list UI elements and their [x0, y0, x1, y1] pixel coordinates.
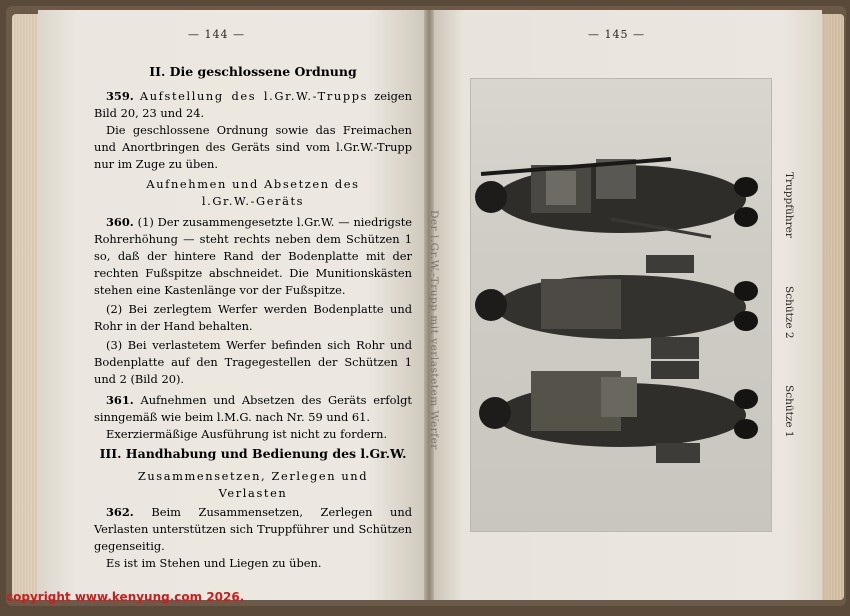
paragraph-360-3: (3) Bei verlastetem Werfer befinden sich Rohr und Bodenplatte auf den Tragegestellen der Schützen 1 und 2 (Bild 20). — [94, 338, 412, 386]
subheading-line: Aufnehmen und Absetzen des — [146, 177, 360, 191]
paragraph-360-2: (2) Bei zerlegtem Werfer werden Bodenplatte und Rohr in der Hand behalten. — [94, 302, 412, 333]
page-number-right: — 145 — — [588, 28, 645, 41]
subheading-line: l.Gr.W.-Geräts — [201, 194, 305, 208]
para-text: zeigen Bild 20, 23 und 24. — [94, 89, 413, 120]
para-number: 362. — [106, 505, 134, 519]
paragraph-359 — [94, 88, 412, 173]
section-heading-ii: II. Die geschlossene Ordnung — [149, 64, 357, 79]
para-text: (1) Der zusammengesetzte l.Gr.W. — niedrigste Rohrerhöhung — steht rechts neben dem Schützen 1 so, daß der hintere Rand der Bodenplatte mit der rechten Fußspitze abschneidet. Die Munitionskästen stehen eine Kastenlänge vor der Fußspitze. — [94, 215, 413, 297]
paragraph-359b: Die geschlossene Ordnung sowie das Freimachen und Anortbringen des Geräts sind vom l.Gr.W.-Trupp nur im Zuge zu üben. — [94, 123, 412, 171]
paragraph-361b: Exerziermäßige Ausführung ist nicht zu fordern. — [106, 427, 388, 441]
subheading-aufnehmen — [94, 176, 412, 210]
troop-photo — [470, 78, 772, 532]
page-number-left: — 144 — — [188, 28, 245, 41]
subheading-line: Verlasten — [218, 486, 288, 500]
paragraph-362 — [94, 504, 412, 572]
paragraph-360 — [94, 214, 412, 443]
para-number: 361. — [106, 393, 134, 407]
label-schuetze-1: Schütze 1 — [783, 385, 795, 438]
subheading-zusammensetzen — [94, 468, 412, 502]
soldier-schuetze-1 — [479, 337, 758, 463]
photo-caption: Der l.Gr.W.-Trupp mit verlastetem Werfer — [428, 210, 440, 450]
para-text: Aufnehmen und Absetzen des Geräts erfolgt sinngemäß wie beim l.M.G. nach Nr. 59 und 61. — [94, 393, 412, 424]
page-edges-left — [12, 14, 40, 600]
label-schuetze-2: Schütze 2 — [783, 286, 795, 339]
soldier-schuetze-2 — [475, 255, 758, 339]
subheading-line: Zusammensetzen, Zerlegen und — [137, 469, 369, 483]
label-truppfuehrer: Truppführer — [783, 172, 795, 238]
copyright-watermark: copyright www.kenyung.com 2026. — [6, 590, 245, 604]
para-number: 359. — [106, 89, 134, 103]
para-number: 360. — [106, 215, 134, 229]
paragraph-362b: Es ist im Stehen und Liegen zu üben. — [106, 556, 322, 570]
soldier-truppfuehrer — [475, 159, 758, 237]
para-title: Aufstellung des l.Gr.W.-Trupps — [139, 89, 369, 103]
section-heading-iii: III. Handhabung und Bedienung des l.Gr.W. — [99, 446, 407, 461]
para-text: Beim Zusammensetzen, Zerlegen und Verlasten unterstützen sich Truppführer und Schützen gegenseitig. — [94, 505, 412, 553]
soldiers-illustration — [471, 79, 771, 531]
